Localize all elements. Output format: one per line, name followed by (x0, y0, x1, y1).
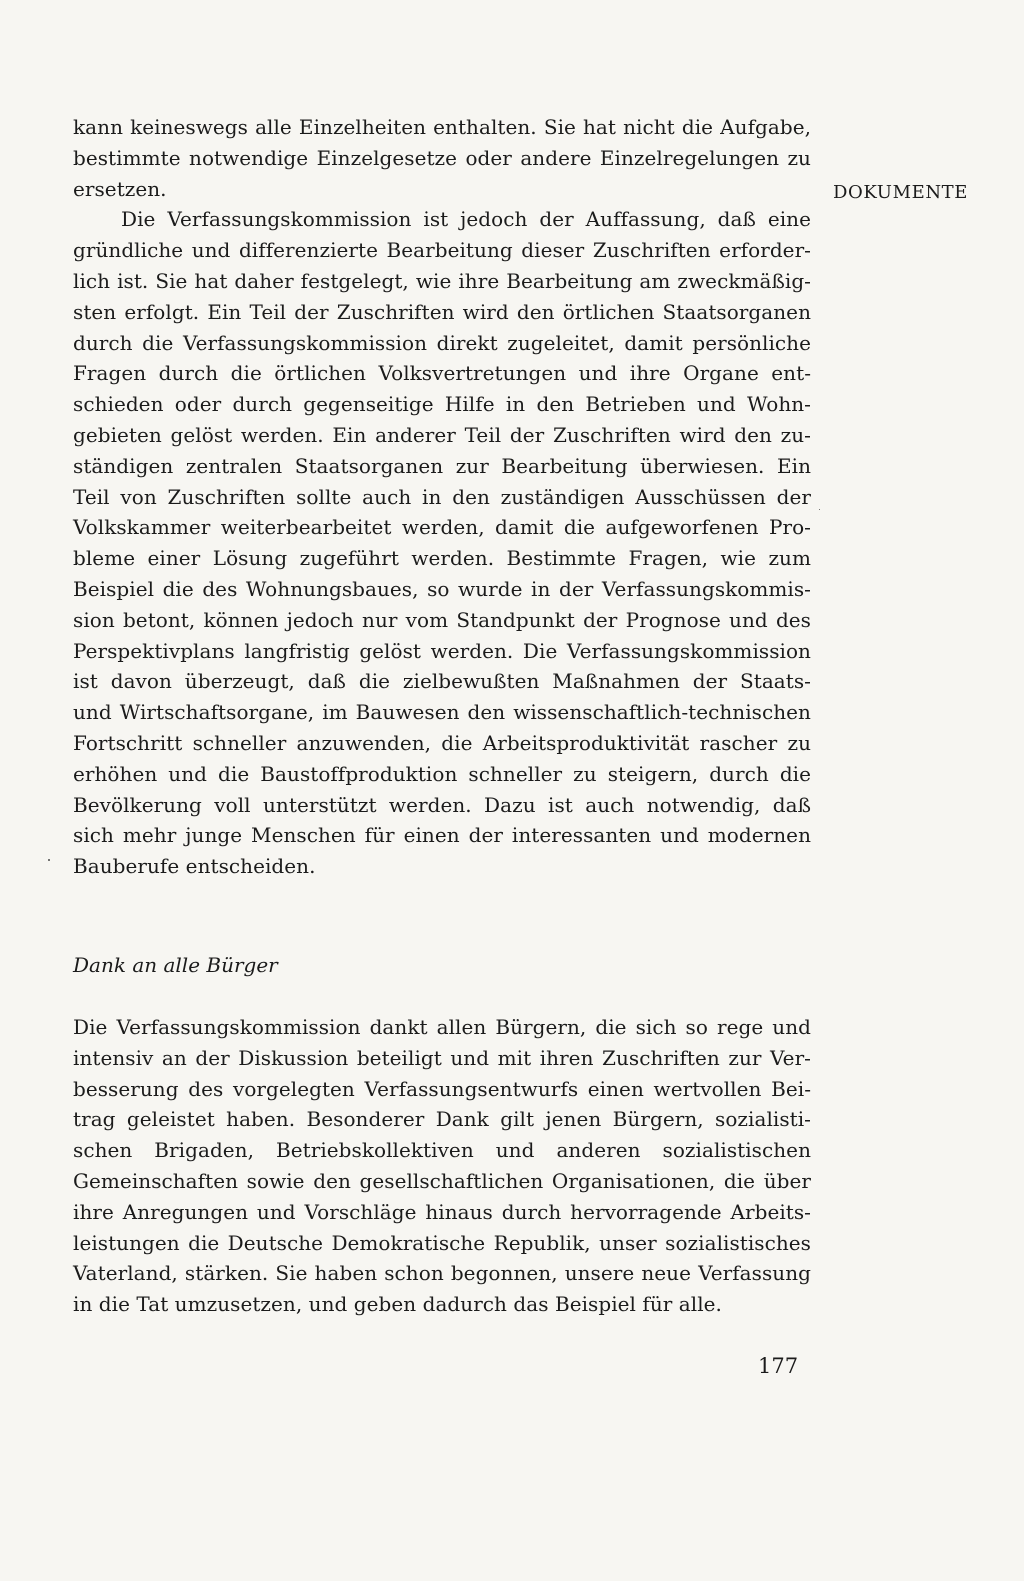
text-line: erhöhen und die Baustoffproduktion schneller zu steigern, durch die (73, 761, 811, 786)
paragraph-continuation (73, 112, 811, 204)
text-line: Perspektivplans langfristig gelöst werden. Die Verfassungskommission (73, 638, 811, 663)
text-line: und Wirtschaftsorgane, im Bauwesen den wissenschaftlich-technischen (73, 700, 811, 725)
text-line: Bauberufe entscheiden. (73, 854, 316, 879)
text-line: Bevölkerung voll unterstützt werden. Dazu ist auch notwendig, daß (73, 792, 811, 817)
text-line: gebieten gelöst werden. Ein anderer Teil der Zuschriften wird den zu- (73, 422, 811, 447)
section-margin-label: DOKUMENTE (833, 182, 969, 203)
text-line: Volkskammer weiterbearbeitet werden, damit die aufgeworfenen Pro- (73, 515, 811, 540)
body-text-bottom (73, 1012, 811, 1320)
text-line: leistungen die Deutsche Demokratische Republik, unser sozialistisches (73, 1230, 811, 1255)
text-line: Beispiel die des Wohnungsbaues, so wurde in der Verfassungskommis- (73, 576, 811, 601)
text-line: besserung des vorgelegten Verfassungsentwurfs einen wertvollen Bei- (73, 1076, 811, 1101)
text-line: Die Verfassungskommission dankt allen Bürgern, die sich so rege und (73, 1015, 811, 1039)
text-line: lich ist. Sie hat daher festgelegt, wie ihre Bearbeitung am zweckmäßig- (73, 268, 811, 293)
text-line: schen Brigaden, Betriebskollektiven und anderen sozialistischen (73, 1138, 811, 1163)
text-line: intensiv an der Diskussion beteiligt und mit ihren Zuschriften zur Ver- (73, 1045, 811, 1070)
text-line: schieden oder durch gegenseitige Hilfe in den Betrieben und Wohn- (73, 392, 811, 417)
text-line: durch die Verfassungskommission direkt zugeleitet, damit persönliche (73, 330, 811, 355)
text-line: Teil von Zuschriften sollte auch in den zuständigen Ausschüssen der (73, 484, 811, 509)
text-line: Vaterland, stärken. Sie haben schon begonnen, unsere neue Verfassung (73, 1261, 811, 1286)
scan-speck (819, 509, 820, 510)
paragraph-processing (73, 204, 811, 882)
text-line: bleme einer Lösung zugeführt werden. Bestimmte Fragen, wie zum (73, 546, 811, 571)
text-line: sich mehr junge Menschen für einen der interessanten und modernen (73, 823, 811, 848)
text-line: gründliche und differenzierte Bearbeitung dieser Zuschriften erforder- (73, 238, 811, 263)
text-line: trag geleistet haben. Besonderer Dank gilt jenen Bürgern, sozialisti- (73, 1107, 811, 1132)
section-heading: Dank an alle Bürger (73, 953, 278, 977)
text-line: Gemeinschaften sowie den gesellschaftlichen Organisationen, die über (73, 1168, 811, 1193)
page-number: 177 (758, 1354, 799, 1378)
text-line: kann keineswegs alle Einzelheiten enthalten. Sie hat nicht die Aufgabe, (73, 115, 811, 139)
text-line: ist davon überzeugt, daß die zielbewußten Maßnahmen der Staats- (73, 669, 811, 694)
text-line: bestimmte notwendige Einzelgesetze oder andere Einzelregelungen zu (73, 145, 811, 170)
text-line: sion betont, können jedoch nur vom Standpunkt der Prognose und des (73, 607, 811, 632)
text-line: sten erfolgt. Ein Teil der Zuschriften wird den örtlichen Staatsorganen (73, 299, 811, 324)
text-line: ständigen zentralen Staatsorganen zur Bearbeitung überwiesen. Ein (73, 453, 811, 478)
body-text-top (73, 112, 811, 882)
paragraph-thanks (73, 1012, 811, 1320)
text-line: Fortschritt schneller anzuwenden, die Arbeitsproduktivität rascher zu (73, 730, 811, 755)
text-line: ersetzen. (73, 176, 167, 201)
scan-speck (48, 859, 50, 861)
text-line: in die Tat umzusetzen, und geben dadurch das Beispiel für alle. (73, 1292, 722, 1317)
text-line: ihre Anregungen und Vorschläge hinaus durch hervorragende Arbeits- (73, 1199, 811, 1224)
text-line: Die Verfassungskommission ist jedoch der Auffassung, daß eine (121, 207, 811, 232)
text-line: Fragen durch die örtlichen Volksvertretungen und ihre Organe ent- (73, 361, 811, 386)
